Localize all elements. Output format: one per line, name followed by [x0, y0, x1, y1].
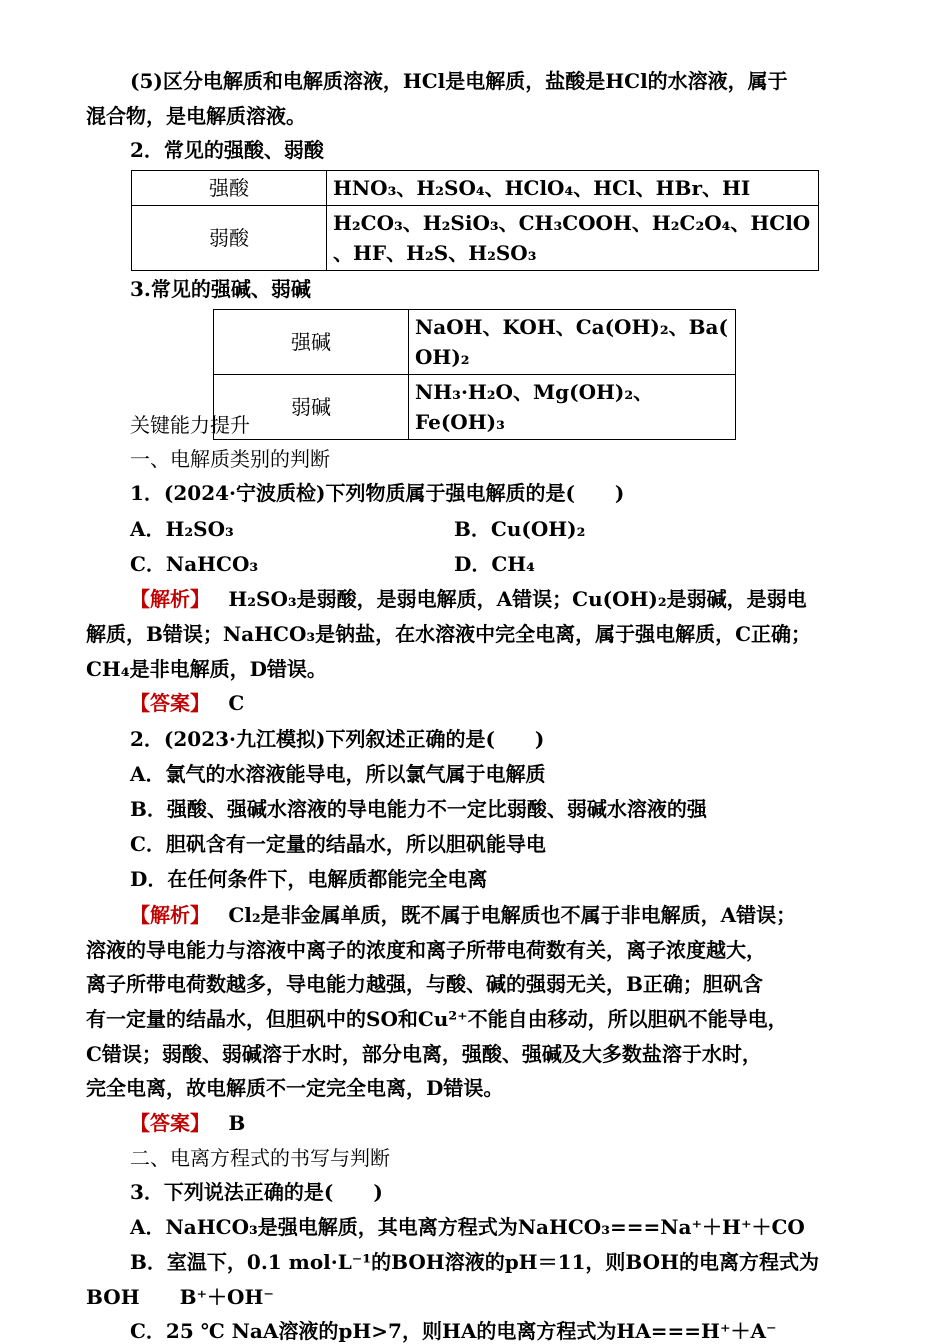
q3-option-b: B．室温下，0.1 mol·L⁻¹的BOH溶液的pH＝11，则BOH的电离方程式为: [130, 1250, 820, 1274]
weak-acid-value: [327, 206, 819, 271]
section-heading: 3.常见的强碱、弱碱: [130, 277, 311, 301]
weak-base-label: 弱碱: [214, 375, 409, 440]
strong-acid-label: 强酸: [132, 171, 327, 206]
analysis-text: H₂SO₃是弱酸，是弱电解质，A错误；Cu(OH)₂是弱碱，是弱电: [228, 587, 807, 611]
weak-base-value: NH₃·H₂O、Mg(OH)₂、Fe(OH)₃: [409, 375, 736, 440]
paragraph-line: (5)区分电解质和电解质溶液，HCl是电解质，盐酸是HCl的水溶液，属于: [130, 69, 788, 93]
strong-base-line: OH)₂: [415, 345, 470, 369]
q1-answer: [130, 690, 244, 716]
base-table: [213, 309, 736, 440]
key-ability-title: 关键能力提升: [130, 413, 250, 437]
question-2-stem: 2．(2023·九江模拟)下列叙述正确的是( ): [130, 727, 545, 751]
answer-value: C: [228, 691, 245, 715]
q2-option-c: C．胆矾含有一定量的结晶水，所以胆矾能导电: [130, 832, 546, 856]
weak-acid-line: 、HF、H₂S、H₂SO₃: [333, 241, 537, 265]
analysis-text: 完全电离，故电解质不一定完全电离，D错误。: [86, 1076, 504, 1100]
analysis-text: Cl₂是非金属单质，既不属于电解质也不属于非电解质，A错误；: [228, 903, 797, 927]
q1-option-c: C．NaHCO₃: [130, 552, 259, 576]
q3-option-b-cont: BOH B⁺＋OH⁻: [86, 1285, 274, 1309]
weak-acid-label: 弱酸: [132, 206, 327, 271]
q3-option-c: C．25 ℃ NaA溶液的pH>7，则HA的电离方程式为HA===H⁺＋A⁻: [130, 1319, 777, 1343]
answer-value: B: [228, 1111, 246, 1135]
analysis-tag: 【解析】: [130, 903, 210, 927]
q2-answer: [130, 1110, 245, 1136]
analysis-text: 溶液的导电能力与溶液中离子的浓度和离子所带电荷数有关，离子浓度越大，: [86, 938, 766, 962]
analysis-tag: 【解析】: [130, 587, 210, 611]
strong-base-label: 强碱: [214, 310, 409, 375]
q1-analysis: [130, 586, 807, 612]
strong-acid-value: HNO₃、H₂SO₄、HClO₄、HCl、HBr、HI: [327, 171, 819, 206]
q2-analysis: [130, 902, 796, 928]
analysis-text: C错误；弱酸、弱碱溶于水时，部分电离，强酸、强碱及大多数盐溶于水时，: [86, 1042, 762, 1066]
q2-option-a: A．氯气的水溶液能导电，所以氯气属于电解质: [130, 762, 546, 786]
section-heading: 一、电解质类别的判断: [130, 447, 330, 471]
strong-base-line: NaOH、KOH、Ca(OH)₂、Ba(: [415, 315, 728, 339]
q3-option-a: A．NaHCO₃是强电解质，其电离方程式为NaHCO₃===Na⁺＋H⁺＋CO: [130, 1215, 805, 1239]
weak-acid-line: H₂CO₃、H₂SiO₃、CH₃COOH、H₂C₂O₄、HClO: [333, 211, 811, 235]
question-3-stem: 3．下列说法正确的是( ): [130, 1180, 383, 1204]
strong-base-value: [409, 310, 736, 375]
paragraph-line: 混合物，是电解质溶液。: [86, 104, 306, 128]
q2-option-d: D．在任何条件下，电解质都能完全电离: [130, 867, 488, 891]
question-1-stem: 1．(2024·宁波质检)下列物质属于强电解质的是( ): [130, 481, 625, 505]
section-heading: 二、电离方程式的书写与判断: [130, 1146, 390, 1170]
analysis-text: 有一定量的结晶水，但胆矾中的SO和Cu²⁺不能自由移动，所以胆矾不能导电，: [86, 1007, 788, 1031]
section-heading: 2．常见的强酸、弱酸: [130, 138, 324, 162]
answer-tag: 【答案】: [130, 691, 210, 715]
analysis-text: 离子所带电荷数越多，导电能力越强，与酸、碱的强弱无关，B正确；胆矾含: [86, 972, 763, 996]
q2-option-b: B．强酸、强碱水溶液的导电能力不一定比弱酸、弱碱水溶液的强: [130, 797, 707, 821]
acid-table: [131, 170, 819, 271]
q1-option-b: B．Cu(OH)₂: [454, 517, 586, 541]
q1-option-d: D．CH₄: [454, 552, 535, 576]
analysis-text: 解质，B错误；NaHCO₃是钠盐，在水溶液中完全电离，属于强电解质，C正确；: [86, 622, 812, 646]
q1-option-a: A．H₂SO₃: [130, 517, 234, 541]
answer-tag: 【答案】: [130, 1111, 210, 1135]
analysis-text: CH₄是非电解质，D错误。: [86, 657, 327, 681]
